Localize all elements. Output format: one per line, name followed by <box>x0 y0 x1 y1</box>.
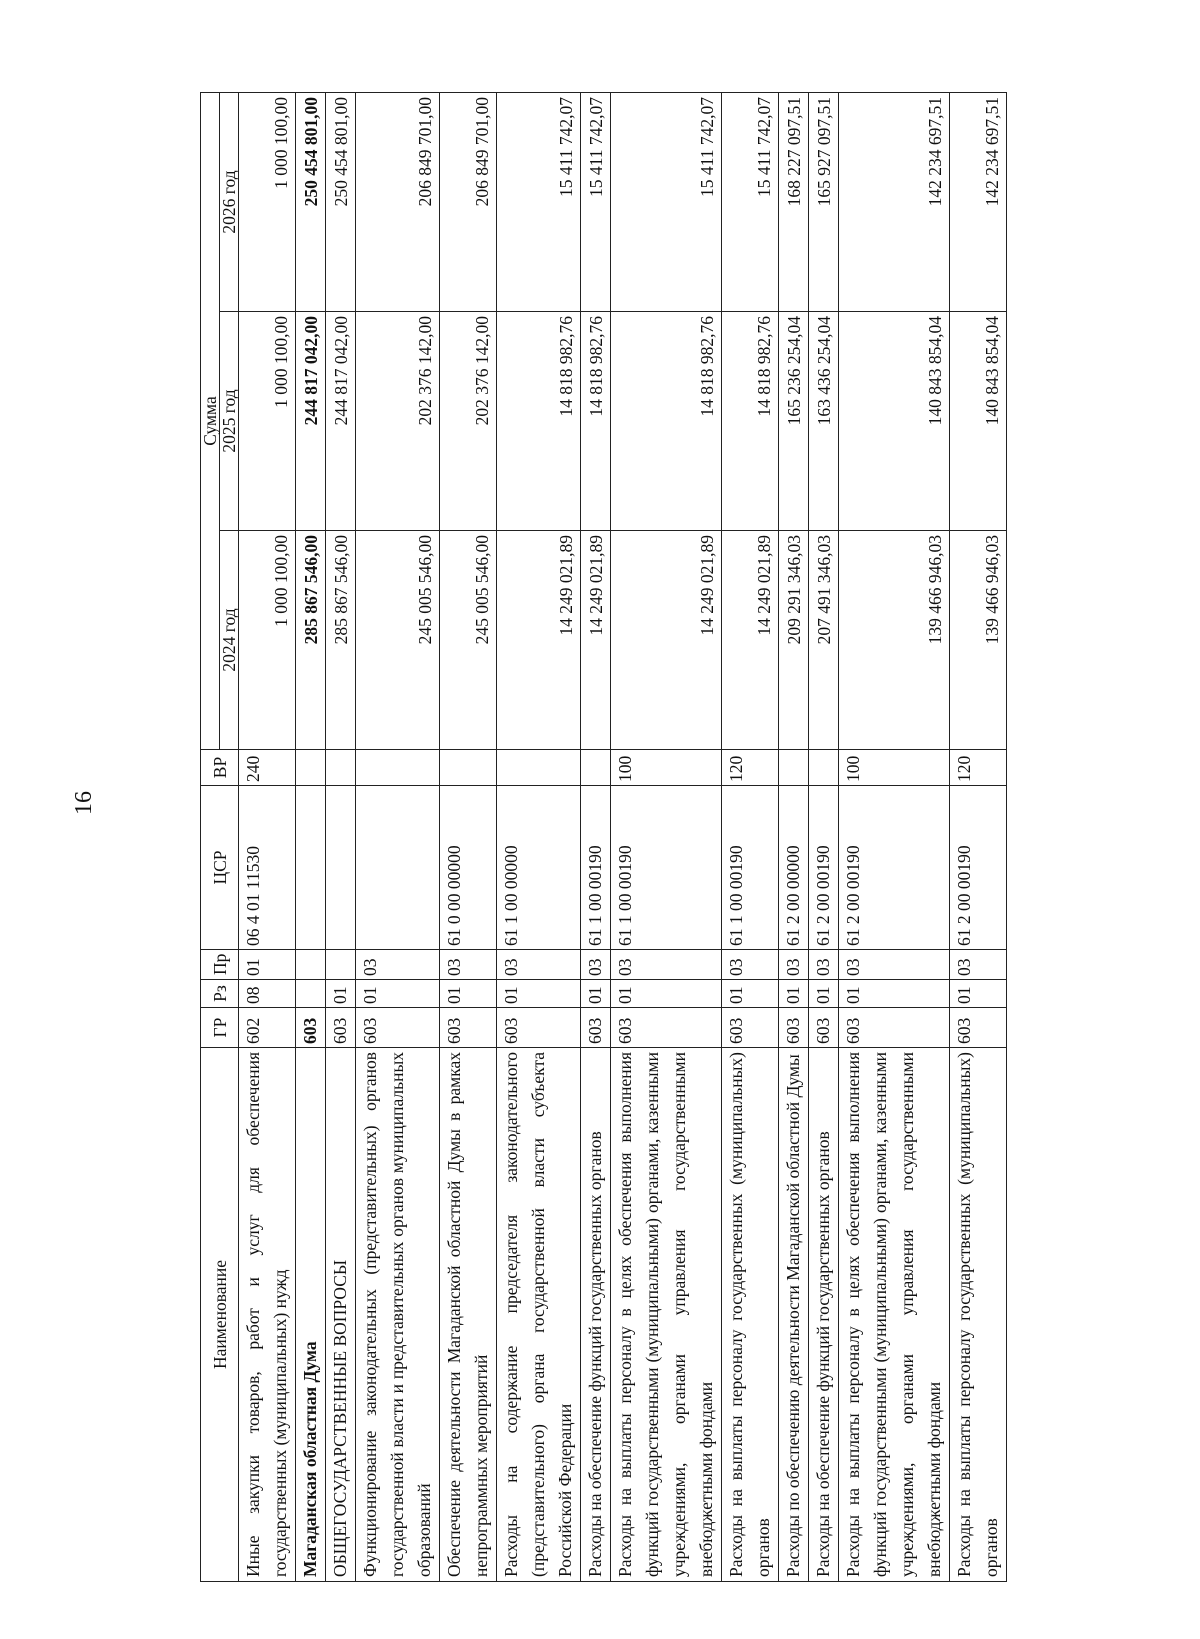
cell-pr <box>326 950 356 980</box>
cell-gr: 603 <box>326 1008 356 1048</box>
cell-csr: 61 1 00 00000 <box>497 786 581 950</box>
cell-vr: 120 <box>950 750 1007 786</box>
cell-sum-2025: 163 436 254,04 <box>809 312 839 531</box>
cell-sum-2026: 15 411 742,07 <box>581 92 611 311</box>
cell-rz: 01 <box>581 980 611 1008</box>
cell-sum-2025: 202 376 142,00 <box>356 312 440 531</box>
cell-vr <box>497 750 581 786</box>
cell-name: Магаданская областная Дума <box>296 1048 326 1582</box>
cell-rz: 01 <box>809 980 839 1008</box>
cell-vr: 100 <box>839 750 950 786</box>
cell-csr: 61 2 00 00190 <box>839 786 950 950</box>
cell-sum-2025: 14 818 982,76 <box>581 312 611 531</box>
cell-sum-2025: 1 000 100,00 <box>239 312 296 531</box>
cell-sum-2026: 250 454 801,00 <box>326 92 356 311</box>
header-vr: ВР <box>201 750 239 786</box>
cell-sum-2025: 14 818 982,76 <box>497 312 581 531</box>
header-rz: Рз <box>201 980 239 1008</box>
cell-sum-2026: 142 234 697,51 <box>950 92 1007 311</box>
cell-csr: 61 2 00 00190 <box>950 786 1007 950</box>
cell-name: ОБЩЕГОСУДАРСТВЕННЫЕ ВОПРОСЫ <box>326 1048 356 1582</box>
cell-sum-2025: 140 843 854,04 <box>839 312 950 531</box>
cell-name: Расходы на выплаты персоналу в целях обеспечения выполнения функций государственными (муниципальными) органами, казенными учреждениями, органами управления государственными внебюджетными фондами <box>839 1048 950 1582</box>
cell-sum-2024: 209 291 346,03 <box>779 531 809 750</box>
table-row <box>239 92 296 1581</box>
header-sum: Сумма <box>201 92 220 749</box>
cell-sum-2026: 168 227 097,51 <box>779 92 809 311</box>
cell-vr <box>809 750 839 786</box>
table-row <box>611 92 722 1581</box>
cell-sum-2026: 250 454 801,00 <box>296 92 326 311</box>
cell-rz: 01 <box>839 980 950 1008</box>
cell-rz: 08 <box>239 980 296 1008</box>
table-row <box>440 92 497 1581</box>
table-row <box>950 92 1007 1581</box>
cell-name: Функционирование законодательных (представительных) органов государственной власти и представительных органов муниципальных образований <box>356 1048 440 1582</box>
cell-name: Расходы на выплаты персоналу государственных (муниципальных) органов <box>722 1048 779 1582</box>
cell-sum-2024: 14 249 021,89 <box>497 531 581 750</box>
cell-gr: 603 <box>581 1008 611 1048</box>
table-row <box>497 92 581 1581</box>
cell-rz: 01 <box>356 980 440 1008</box>
table-row <box>296 92 326 1581</box>
cell-gr: 603 <box>296 1008 326 1048</box>
cell-pr: 03 <box>839 950 950 980</box>
cell-gr: 603 <box>839 1008 950 1048</box>
cell-sum-2024: 207 491 346,03 <box>809 531 839 750</box>
budget-table <box>200 92 1007 1582</box>
cell-sum-2025: 14 818 982,76 <box>722 312 779 531</box>
cell-gr: 603 <box>611 1008 722 1048</box>
cell-sum-2025: 165 236 254,04 <box>779 312 809 531</box>
cell-sum-2024: 245 005 546,00 <box>440 531 497 750</box>
cell-vr: 240 <box>239 750 296 786</box>
cell-pr: 03 <box>779 950 809 980</box>
cell-vr <box>440 750 497 786</box>
cell-pr: 03 <box>356 950 440 980</box>
header-year-2026: 2026 год <box>220 92 239 311</box>
cell-rz: 01 <box>326 980 356 1008</box>
cell-sum-2024: 285 867 546,00 <box>326 531 356 750</box>
cell-sum-2024: 139 466 946,03 <box>950 531 1007 750</box>
cell-pr: 03 <box>440 950 497 980</box>
cell-rz: 01 <box>440 980 497 1008</box>
cell-rz: 01 <box>611 980 722 1008</box>
cell-csr <box>296 786 326 950</box>
cell-vr <box>779 750 809 786</box>
header-pr: Пр <box>201 950 239 980</box>
budget-table-sheet <box>200 92 1066 1582</box>
table-row <box>809 92 839 1581</box>
cell-rz: 01 <box>497 980 581 1008</box>
cell-sum-2026: 15 411 742,07 <box>497 92 581 311</box>
cell-sum-2025: 244 817 042,00 <box>326 312 356 531</box>
cell-vr: 100 <box>611 750 722 786</box>
cell-sum-2025: 14 818 982,76 <box>611 312 722 531</box>
cell-rz: 01 <box>722 980 779 1008</box>
table-body <box>239 92 1007 1581</box>
table-header <box>201 92 239 1581</box>
cell-sum-2024: 1 000 100,00 <box>239 531 296 750</box>
cell-vr <box>581 750 611 786</box>
cell-sum-2026: 142 234 697,51 <box>839 92 950 311</box>
cell-pr: 01 <box>239 950 296 980</box>
table-row <box>722 92 779 1581</box>
cell-csr: 61 2 00 00190 <box>809 786 839 950</box>
cell-vr <box>356 750 440 786</box>
header-csr: ЦСР <box>201 786 239 950</box>
header-year-2024: 2024 год <box>220 531 239 750</box>
cell-sum-2024: 14 249 021,89 <box>722 531 779 750</box>
cell-csr: 06 4 01 11530 <box>239 786 296 950</box>
cell-pr: 03 <box>722 950 779 980</box>
cell-name: Иные закупки товаров, работ и услуг для обеспечения государственных (муниципальных) нужд <box>239 1048 296 1582</box>
cell-sum-2026: 1 000 100,00 <box>239 92 296 311</box>
cell-name: Расходы на выплаты персоналу государственных (муниципальных) органов <box>950 1048 1007 1582</box>
cell-sum-2024: 285 867 546,00 <box>296 531 326 750</box>
cell-sum-2024: 14 249 021,89 <box>581 531 611 750</box>
cell-name: Обеспечение деятельности Магаданской областной Думы в рамках непрограммных мероприятий <box>440 1048 497 1582</box>
cell-sum-2026: 15 411 742,07 <box>722 92 779 311</box>
page-number: 16 <box>71 791 97 815</box>
table-row <box>779 92 809 1581</box>
header-name: Наименование <box>201 1048 239 1582</box>
table-row <box>839 92 950 1581</box>
cell-sum-2024: 14 249 021,89 <box>611 531 722 750</box>
cell-pr <box>296 950 326 980</box>
cell-sum-2025: 244 817 042,00 <box>296 312 326 531</box>
cell-vr <box>326 750 356 786</box>
cell-csr <box>326 786 356 950</box>
cell-gr: 603 <box>440 1008 497 1048</box>
cell-pr: 03 <box>950 950 1007 980</box>
cell-gr: 603 <box>950 1008 1007 1048</box>
table-row <box>581 92 611 1581</box>
cell-sum-2024: 139 466 946,03 <box>839 531 950 750</box>
cell-pr: 03 <box>611 950 722 980</box>
cell-rz: 01 <box>779 980 809 1008</box>
header-year-2025: 2025 год <box>220 312 239 531</box>
cell-csr: 61 1 00 00190 <box>722 786 779 950</box>
cell-vr <box>296 750 326 786</box>
cell-sum-2026: 206 849 701,00 <box>440 92 497 311</box>
cell-csr <box>356 786 440 950</box>
cell-sum-2025: 140 843 854,04 <box>950 312 1007 531</box>
cell-sum-2024: 245 005 546,00 <box>356 531 440 750</box>
cell-name: Расходы на содержание председателя законодательного (представительного) органа государственной власти субъекта Российской Федерации <box>497 1048 581 1582</box>
cell-pr: 03 <box>581 950 611 980</box>
cell-sum-2026: 15 411 742,07 <box>611 92 722 311</box>
cell-csr: 61 0 00 00000 <box>440 786 497 950</box>
cell-rz <box>296 980 326 1008</box>
cell-sum-2026: 206 849 701,00 <box>356 92 440 311</box>
cell-name: Расходы на обеспечение функций государственных органов <box>581 1048 611 1582</box>
cell-name: Расходы по обеспечению деятельности Магаданской областной Думы <box>779 1048 809 1582</box>
cell-vr: 120 <box>722 750 779 786</box>
cell-sum-2025: 202 376 142,00 <box>440 312 497 531</box>
cell-csr: 61 2 00 00000 <box>779 786 809 950</box>
cell-gr: 602 <box>239 1008 296 1048</box>
table-row <box>356 92 440 1581</box>
cell-csr: 61 1 00 00190 <box>581 786 611 950</box>
cell-gr: 603 <box>809 1008 839 1048</box>
header-gr: ГР <box>201 1008 239 1048</box>
cell-pr: 03 <box>497 950 581 980</box>
table-row <box>326 92 356 1581</box>
cell-name: Расходы на выплаты персоналу в целях обеспечения выполнения функций государственными (муниципальными) органами, казенными учреждениями, органами управления государственными внебюджетными фондами <box>611 1048 722 1582</box>
cell-gr: 603 <box>722 1008 779 1048</box>
cell-rz: 01 <box>950 980 1007 1008</box>
cell-gr: 603 <box>356 1008 440 1048</box>
cell-pr: 03 <box>809 950 839 980</box>
cell-gr: 603 <box>779 1008 809 1048</box>
cell-sum-2026: 165 927 097,51 <box>809 92 839 311</box>
cell-csr: 61 1 00 00190 <box>611 786 722 950</box>
cell-gr: 603 <box>497 1008 581 1048</box>
cell-name: Расходы на обеспечение функций государственных органов <box>809 1048 839 1582</box>
